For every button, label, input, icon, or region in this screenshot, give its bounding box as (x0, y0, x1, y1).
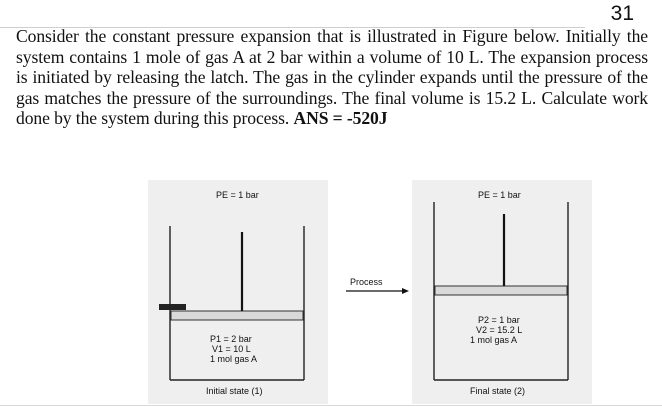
process-label: Process (350, 277, 383, 287)
initial-volume: V1 = 10 L (212, 344, 251, 354)
figure-svg (148, 180, 592, 404)
problem-statement (16, 26, 648, 129)
final-amount: 1 mol gas A (470, 335, 518, 345)
initial-piston (171, 311, 303, 320)
final-volume: V2 = 15.2 L (476, 325, 523, 335)
problem-text: Consider the constant pressure expansion that is illustrated in Figure below. Initially the system contains 1 mole of gas A at 2 bar within a volume of 10 L. The expansion process is initiated by releasing the latch. The gas in the cylinder expands until the pressure of the gas matches the pressure of the surroundings. The final volume is 15.2 L. Calculate work done by the system during this process. (16, 26, 648, 128)
initial-pressure: P1 = 2 bar (210, 334, 252, 344)
initial-surroundings-pressure: PE = 1 bar (216, 190, 259, 200)
latch (159, 304, 186, 310)
problem-answer: ANS = -520J (293, 108, 388, 128)
page-number: 31 (610, 2, 634, 25)
final-piston (435, 286, 567, 295)
initial-amount: 1 mol gas A (210, 354, 258, 364)
final-caption: Final state (2) (470, 386, 526, 396)
initial-caption: Initial state (1) (206, 386, 263, 396)
process-arrow-icon (402, 288, 409, 294)
initial-panel-bg (148, 180, 328, 404)
final-pressure: P2 = 1 bar (478, 315, 520, 325)
final-surroundings-pressure: PE = 1 bar (478, 190, 521, 200)
piston-figure (148, 180, 592, 404)
footer-divider (0, 405, 662, 406)
